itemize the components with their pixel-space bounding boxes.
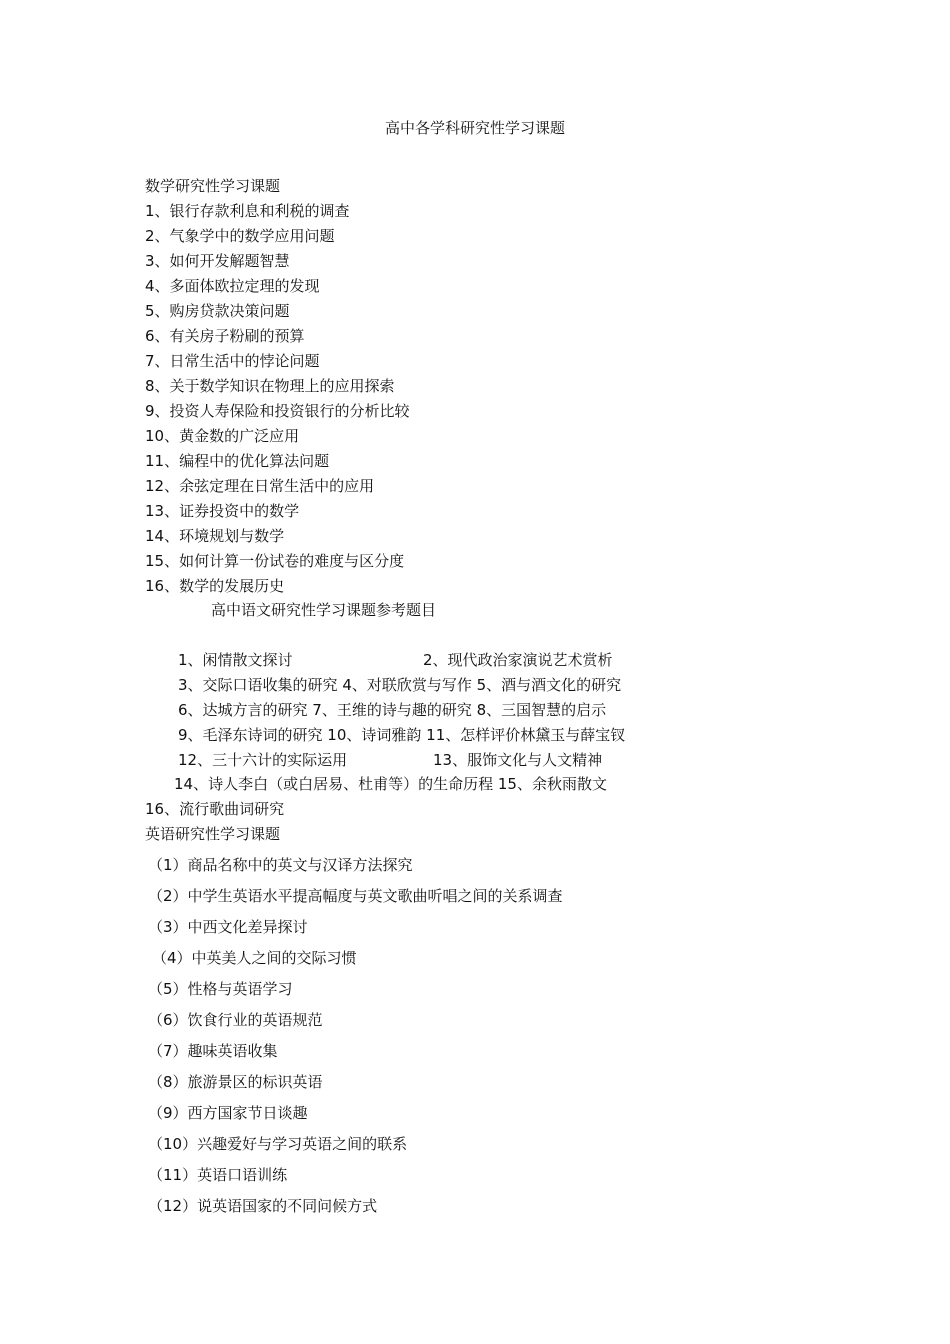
list-item: 8、关于数学知识在物理上的应用探索 [145, 377, 395, 395]
list-item: 14、诗人李白（或白居易、杜甫等）的生命历程 15、余秋雨散文 [174, 775, 607, 793]
list-item: 10、黄金数的广泛应用 [145, 427, 300, 445]
page-title: 高中各学科研究性学习课题 [384, 119, 565, 137]
list-item: （10）兴趣爱好与学习英语之间的联系 [148, 1135, 408, 1153]
list-item: 16、流行歌曲词研究 [145, 800, 285, 818]
math-section-heading: 数学研究性学习课题 [145, 177, 281, 195]
list-item: 9、投资人寿保险和投资银行的分析比较 [145, 402, 410, 420]
list-item: 6、达城方言的研究 7、王维的诗与趣的研究 8、三国智慧的启示 [178, 701, 607, 719]
list-item: （8）旅游景区的标识英语 [148, 1073, 323, 1091]
list-item: 3、交际口语收集的研究 4、对联欣赏与写作 5、酒与酒文化的研究 [178, 676, 622, 694]
list-item: 2、气象学中的数学应用问题 [145, 227, 335, 245]
list-item: 1、闲情散文探讨 [178, 651, 293, 669]
list-item: 13、证券投资中的数学 [145, 502, 300, 520]
list-item: 6、有关房子粉刷的预算 [145, 327, 305, 345]
list-item: 4、多面体欧拉定理的发现 [145, 277, 320, 295]
list-item: 1、银行存款利息和利税的调查 [145, 202, 350, 220]
list-item: 9、毛泽东诗词的研究 10、诗词雅韵 11、怎样评价林黛玉与薛宝钗 [178, 726, 626, 744]
list-item: （2）中学生英语水平提高幅度与英文歌曲听唱之间的关系调查 [148, 887, 563, 905]
list-item: 16、数学的发展历史 [145, 577, 285, 595]
english-section-heading: 英语研究性学习课题 [145, 825, 281, 843]
math-topic-list [145, 201, 410, 601]
list-item: 12、三十六计的实际运用 [178, 751, 348, 769]
list-item: （11）英语口语训练 [148, 1166, 288, 1184]
list-item: （5）性格与英语学习 [148, 980, 293, 998]
list-item: 2、现代政治家演说艺术赏析 [423, 651, 613, 669]
list-item: 12、余弦定理在日常生活中的应用 [145, 477, 375, 495]
english-topic-list [148, 855, 563, 1227]
list-item: 14、环境规划与数学 [145, 527, 285, 545]
list-item: 15、如何计算一份试卷的难度与区分度 [145, 552, 405, 570]
list-item: 7、日常生活中的悖论问题 [145, 352, 320, 370]
list-item: （9）西方国家节日谈趣 [148, 1104, 308, 1122]
list-item: 3、如何开发解题智慧 [145, 252, 290, 270]
list-item: 11、编程中的优化算法问题 [145, 452, 330, 470]
list-item: （12）说英语国家的不同问候方式 [148, 1197, 378, 1215]
list-item: （7）趣味英语收集 [148, 1042, 278, 1060]
list-item: （6）饮食行业的英语规范 [148, 1011, 323, 1029]
chinese-section-heading: 高中语文研究性学习课题参考题目 [211, 601, 437, 619]
list-item: （4）中英美人之间的交际习惯 [152, 949, 357, 967]
list-item: （1）商品名称中的英文与汉译方法探究 [148, 856, 413, 874]
list-item: （3）中西文化差异探讨 [148, 918, 308, 936]
list-item: 13、服饰文化与人文精神 [433, 751, 603, 769]
list-item: 5、购房贷款决策问题 [145, 302, 290, 320]
